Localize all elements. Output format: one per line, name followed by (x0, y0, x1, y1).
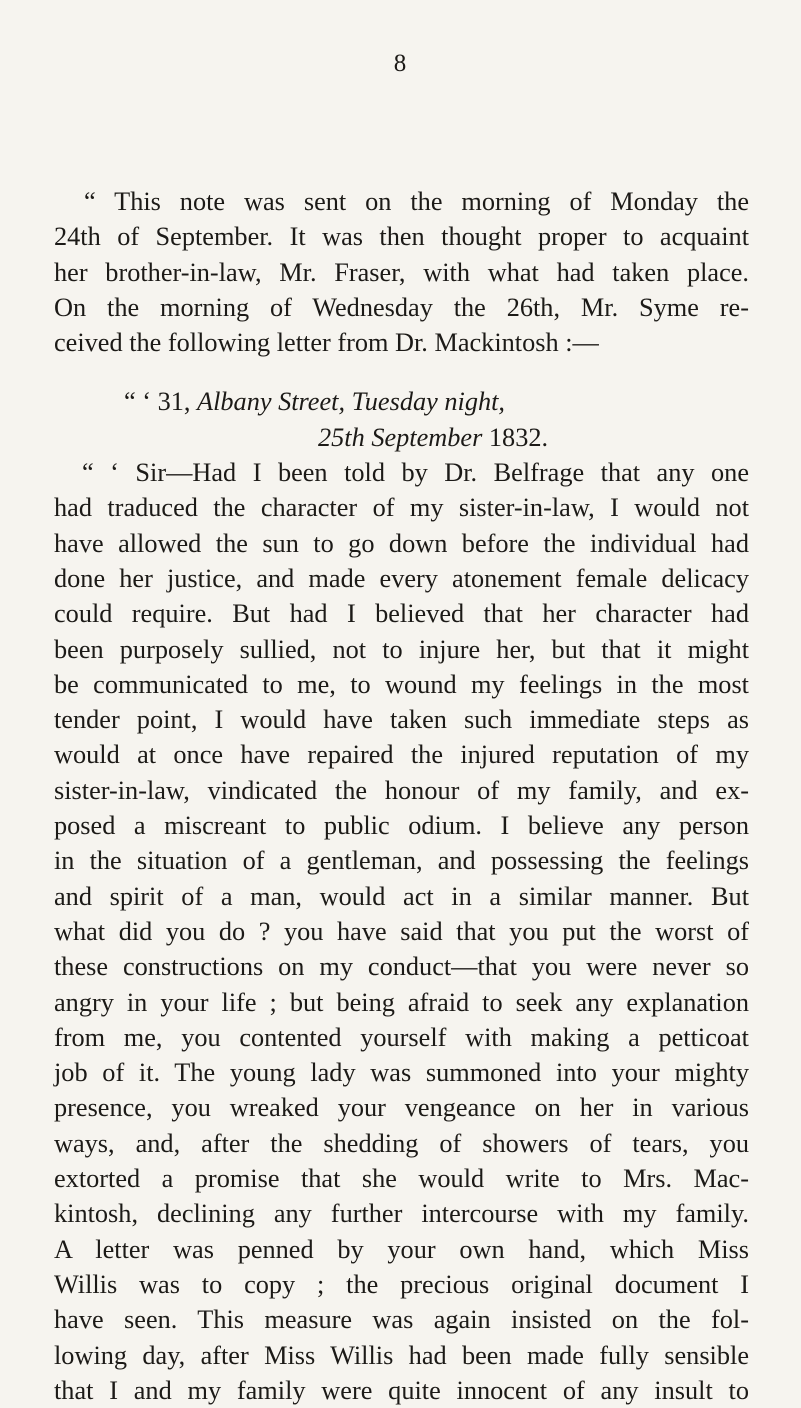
text-line: have allowed the sun to go down before the individual had (54, 528, 749, 558)
text-line: “ ‘ Sir—Had I been told by Dr. Belfrage that any one (82, 458, 749, 488)
text-line: extorted a promise that she would write to Mrs. Mac- (54, 1164, 749, 1194)
page-text (54, 184, 749, 1408)
text-line: lowing day, after Miss Willis had been made fully sensible (54, 1340, 749, 1370)
text-line: had traduced the character of my sister-in-law, I would not (54, 493, 749, 523)
text-line: job of it. The young lady was summoned into your mighty (54, 1058, 749, 1088)
paragraph-intro (54, 184, 749, 360)
text-line: posed a miscreant to public odium. I believe any person (54, 811, 749, 841)
text-line: sister-in-law, vindicated the honour of my family, and ex- (54, 775, 749, 805)
text-line: kintosh, declining any further intercourse with my family. (54, 1199, 749, 1229)
text-line: could require. But had I believed that her character had (54, 599, 749, 629)
text-line: ways, and, after the shedding of showers of tears, you (54, 1128, 749, 1158)
text-line: On the morning of Wednesday the 26th, Mr. Syme re- (54, 292, 749, 322)
letter-dateline (54, 384, 749, 455)
dateline-address-number: “ ‘ 31, (124, 387, 198, 417)
text-line: done her justice, and made every atonement female delicacy (54, 563, 749, 593)
text-line: that I and my family were quite innocent of any insult to (54, 1375, 749, 1405)
dateline-line-1 (54, 384, 749, 419)
dateline-address: Albany Street, Tuesday night, (197, 387, 506, 417)
text-line: would at once have repaired the injured reputation of my (54, 740, 749, 770)
text-line: ceived the following letter from Dr. Mackintosh :— (54, 328, 599, 358)
text-line: angry in your life ; but being afraid to seek any explanation (54, 987, 749, 1017)
page-number: 8 (393, 50, 408, 77)
dateline-year: 1832. (482, 422, 549, 452)
text-line: from me, you contented yourself with making a petticoat (54, 1022, 749, 1052)
paragraph-letter (54, 455, 749, 1408)
text-line: A letter was penned by your own hand, which Miss (54, 1234, 749, 1264)
text-line: her brother-in-law, Mr. Fraser, with what had taken place. (54, 257, 749, 287)
text-line: been purposely sullied, not to injure her, but that it might (54, 634, 749, 664)
text-line: “ This note was sent on the morning of Monday the (84, 187, 749, 216)
text-line: and spirit of a man, would act in a similar manner. But (54, 881, 749, 911)
spacer (54, 360, 749, 384)
text-line: presence, you wreaked your vengeance on her in various (54, 1093, 749, 1123)
text-line: these constructions on my conduct—that you were never so (54, 952, 749, 982)
text-line: 24th of September. It was then thought proper to acquaint (54, 222, 749, 252)
text-line: Willis was to copy ; the precious original document I (54, 1269, 749, 1299)
dateline-line-2 (54, 420, 749, 455)
text-line: in the situation of a gentleman, and possessing the feelings (54, 846, 749, 876)
text-line: have seen. This measure was again insisted on the fol- (54, 1305, 749, 1335)
text-line: tender point, I would have taken such immediate steps as (54, 705, 749, 735)
dateline-date: 25th September (318, 422, 483, 452)
text-line: what did you do ? you have said that you put the worst of (54, 916, 749, 946)
text-line: be communicated to me, to wound my feelings in the most (54, 669, 749, 699)
